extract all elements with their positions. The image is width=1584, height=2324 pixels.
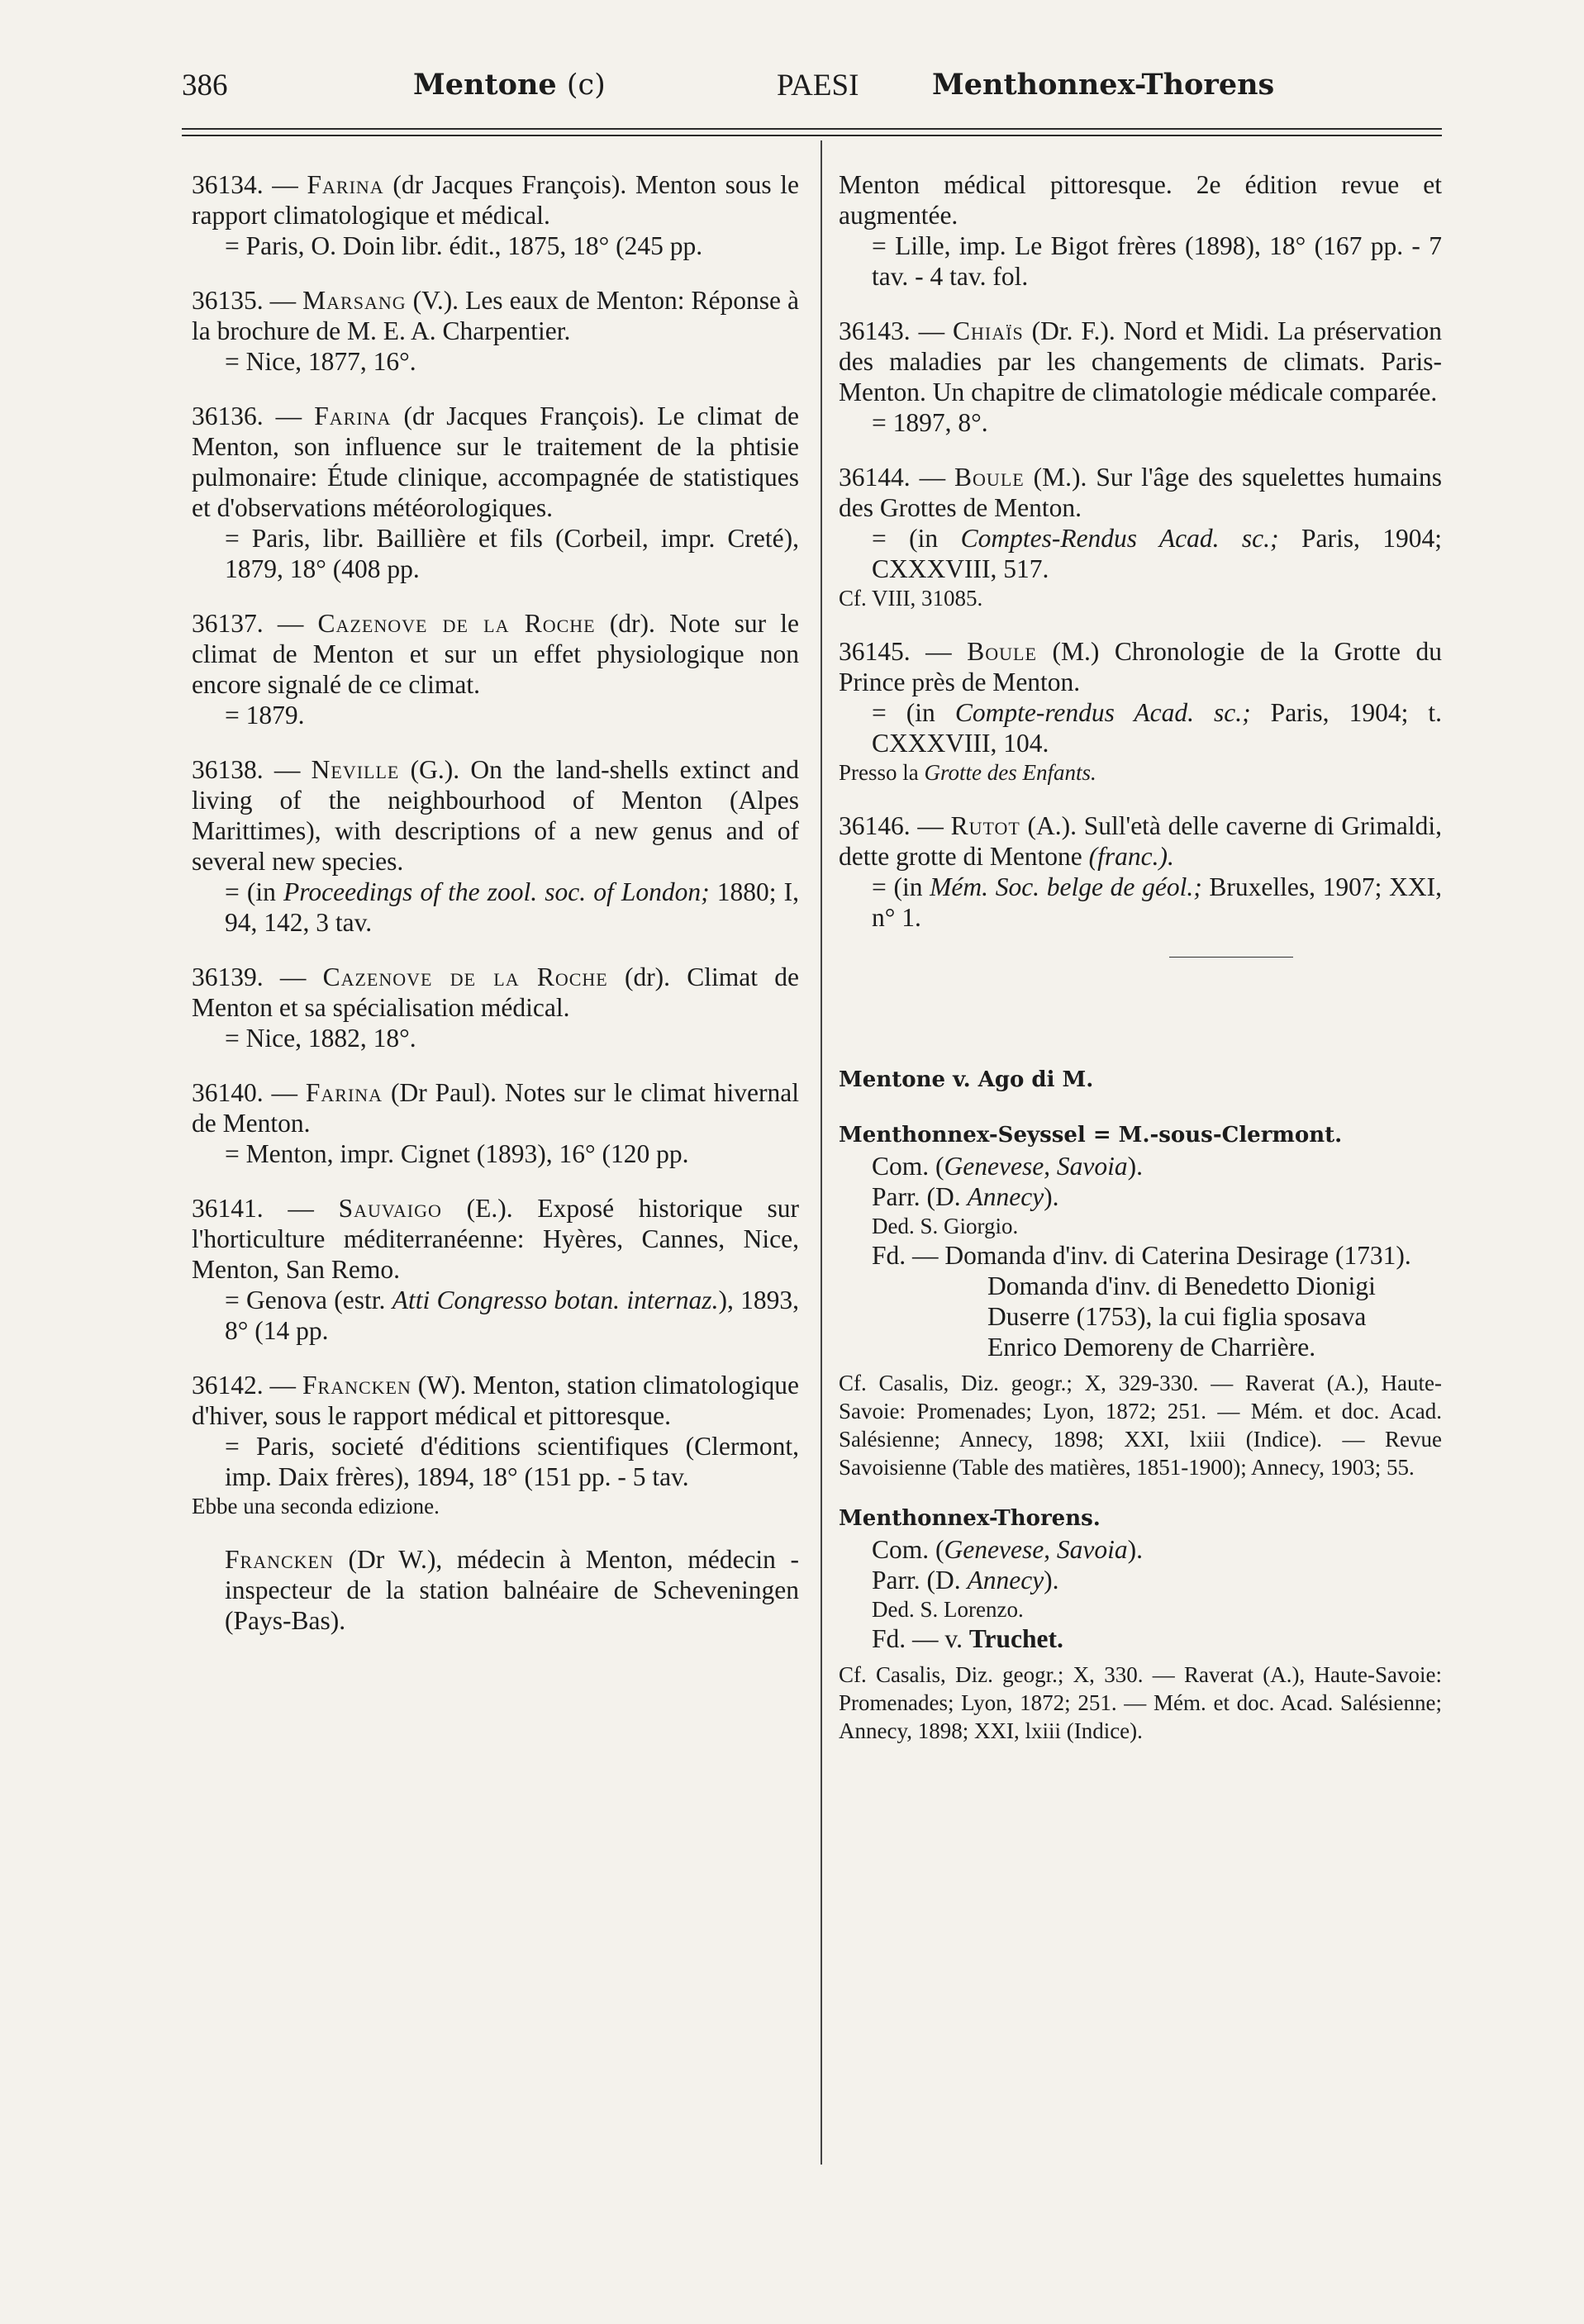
entry-author-detail: (M.). bbox=[1033, 463, 1087, 492]
entry-publication: = 1879. bbox=[225, 701, 305, 730]
entry-number: 36144. bbox=[839, 463, 911, 492]
entry-author-detail: (E.). bbox=[466, 1194, 513, 1223]
entry-author-detail: (A.). bbox=[1027, 811, 1077, 840]
com-region: Genevese, Savoia bbox=[944, 1152, 1128, 1181]
entry-number: 36142. bbox=[192, 1371, 264, 1400]
entry-36139: 36139. — Cazenove de la Roche (dr). Climat de Menton et sa spécialisation médical. = Nice, 1882, 18°. bbox=[192, 962, 800, 1053]
entry-36134: 36134. — Farina (dr Jacques François). Menton sous le rapport climatologique et médical. = Paris, O. Doin libr. édit., 1875, 18° (245 pp. bbox=[192, 170, 800, 260]
entry-title: Note sur le climat de Menton et sur un effet physiologique non encore signalé de ce climat. bbox=[192, 609, 800, 699]
seyssel-fonds-1: Fd. — Domanda d'inv. di Caterina Desirage (1731). bbox=[872, 1241, 1411, 1270]
left-title-text: Mentone bbox=[413, 68, 557, 102]
thorens-fonds bbox=[839, 1623, 1442, 1654]
entry-number: 36140. bbox=[192, 1078, 264, 1107]
thorens-parish bbox=[839, 1565, 1442, 1595]
entry-title: médecin à Menton, médecin - inspecteur de la station balnéaire de Scheveningen (Pays-Bas). bbox=[225, 1545, 799, 1635]
entry-36140: 36140. — Farina (Dr Paul). Notes sur le climat hivernal de Menton. = Menton, impr. Cignet (1893), 16° (120 pp. bbox=[192, 1078, 800, 1168]
entry-francken-bio bbox=[192, 1544, 799, 1636]
entry-36138: 36138. — Neville (G.). On the land-shells extinct and living of the neighbourhood of Menton (Alpes Marittimes), with descriptions of a new genus and of several new species. = (in Proceedings of the zool. soc. of London; 1880; I, 94, 142, 3 tav. bbox=[192, 755, 800, 937]
entry-publication: = Nice, 1877, 16°. bbox=[225, 347, 416, 376]
pub-prefix: = (in bbox=[872, 524, 939, 553]
entry-author-detail: (Dr Paul). bbox=[390, 1078, 497, 1107]
pub-detail: 1880; I, 94, 142, 3 tav. bbox=[225, 877, 799, 937]
entry-title: Menton médical pittoresque. 2e édition revue et augmentée. bbox=[839, 170, 1442, 230]
entry-author-detail: (V.). bbox=[412, 286, 459, 315]
entry-title: Sull'età delle caverne di Grimaldi, dette grotte di Mentone bbox=[839, 811, 1443, 871]
section-label: PAESI bbox=[777, 69, 859, 102]
entry-number: 36135. bbox=[192, 286, 264, 315]
seyssel-dedication: Ded. S. Giorgio. bbox=[872, 1214, 1019, 1238]
header-rule-top bbox=[182, 128, 1442, 130]
entry-publication bbox=[192, 1285, 799, 1346]
entry-title: Le climat de Menton, son influence sur le traitement de la phtisie pulmonaire: Étude clinique, accompagnée de statistiques et d'observations météorologiques. bbox=[192, 402, 800, 522]
seyssel-references: Cf. Casalis, Diz. geogr.; X, 329-330. — Raverat (A.), Haute-Savoie: Promenades; Lyon, 1872; 251. — Mém. et doc. Acad. Salésienne; Annecy, 1898; XXI, lxiii (Indice). — Revue Savoisienne (Table des matières, 1851-1900); Annecy, 1903; 55. bbox=[839, 1371, 1442, 1480]
pub-journal: Proceedings of the zool. soc. of London; bbox=[283, 877, 710, 906]
parr-diocese: Annecy bbox=[967, 1566, 1044, 1594]
left-column bbox=[192, 169, 799, 1660]
running-title-left bbox=[413, 68, 606, 102]
entry-publication: = Paris, libr. Baillière et fils (Corbeil, impr. Creté), 1879, 18° (408 pp. bbox=[225, 524, 799, 583]
entry-title: Menton sous le rapport climatologique et médical. bbox=[192, 170, 800, 230]
entry-36144: 36144. — Boule (M.). Sur l'âge des squelettes humains des Grottes de Menton. = (in Comptes-Rendus Acad. sc.; Paris, 1904; CXXXVIII, 517. Cf. VIII, 31085. bbox=[839, 463, 1443, 611]
seyssel-parish bbox=[839, 1181, 1442, 1212]
com-prefix: Com. ( bbox=[872, 1535, 944, 1564]
com-prefix: Com. ( bbox=[872, 1152, 944, 1181]
pub-prefix: = (in bbox=[872, 698, 935, 727]
section-separator bbox=[1169, 957, 1293, 958]
entry-publication: = Menton, impr. Cignet (1893), 16° (120 pp. bbox=[225, 1139, 689, 1168]
entry-36137: 36137. — Cazenove de la Roche (dr). Note sur le climat de Menton et sur un effet physiologique non encore signalé de ce climat. = 1879. bbox=[192, 609, 800, 730]
entry-number: 36146. bbox=[839, 811, 911, 840]
column-divider bbox=[821, 140, 822, 2165]
entry-author: Cazenove de la Roche bbox=[317, 609, 596, 638]
entry-title: On the land-shells extinct and living of the neighbourhood of Menton (Alpes Marittimes), with descriptions of a new genus and of several new species. bbox=[192, 755, 800, 876]
entry-number: 36138. bbox=[192, 755, 264, 784]
entry-36136: 36136. — Farina (dr Jacques François). Le climat de Menton, son influence sur le traitement de la phtisie pulmonaire: Étude clinique, accompagnée de statistiques et d'observations météorologiques. = Paris, libr. Baillière et fils (Corbeil, impr. Creté), 1879, 18° (408 pp. bbox=[192, 402, 800, 583]
entry-author: Farina bbox=[305, 1078, 383, 1107]
pub-prefix: = Genova (estr. bbox=[225, 1286, 386, 1314]
entry-author-detail: (dr Jacques François). bbox=[403, 402, 645, 430]
entry-author: Cazenove de la Roche bbox=[322, 962, 608, 991]
entry-title: Exposé historique sur l'horticulture méditerranéenne: Hyères, Cannes, Nice, Menton, San Remo. bbox=[192, 1194, 800, 1284]
pub-detail: Bruxelles, 1907; XXI, n° 1. bbox=[872, 872, 1442, 932]
pub-detail: Paris, 1904; t. CXXXVIII, 104. bbox=[872, 698, 1443, 758]
entry-author-detail: (Dr. F.). bbox=[1031, 316, 1115, 345]
pub-prefix: = (in bbox=[872, 872, 923, 901]
entry-36142-cont bbox=[839, 169, 1442, 292]
entry-note: Ebbe una seconda edizione. bbox=[192, 1494, 440, 1518]
parr-prefix: Parr. (D. bbox=[872, 1566, 961, 1594]
right-column bbox=[839, 169, 1442, 1767]
menthonnex-seyssel-section bbox=[839, 1120, 1442, 1481]
parr-suffix: ). bbox=[1044, 1182, 1059, 1211]
entry-number: 36143. bbox=[839, 316, 911, 345]
entry-number: 36139. bbox=[192, 962, 264, 991]
pub-prefix: = (in bbox=[225, 877, 276, 906]
entry-author-detail: (dr). bbox=[624, 962, 671, 991]
seyssel-title: Menthonnex-Seyssel = M.-sous-Clermont. bbox=[839, 1123, 1343, 1148]
entry-title-italic: (franc.). bbox=[1088, 842, 1174, 871]
entry-author: Francken bbox=[302, 1371, 411, 1400]
page-header bbox=[182, 68, 1421, 117]
entry-title: Menton, station climatologique d'hiver, sous le rapport médical et pittoresque. bbox=[192, 1371, 800, 1430]
entry-publication bbox=[192, 877, 799, 938]
entry-author-detail: (W). bbox=[417, 1371, 467, 1400]
entry-author: Rutot bbox=[950, 811, 1020, 840]
entry-author: Francken bbox=[225, 1545, 334, 1574]
entry-author: Marsang bbox=[302, 286, 407, 315]
seyssel-commune bbox=[839, 1151, 1442, 1181]
entry-author: Chiaïs bbox=[953, 316, 1024, 345]
entry-title: Sur l'âge des squelettes humains des Grottes de Menton. bbox=[839, 463, 1443, 522]
entry-author-detail: (Dr W.), bbox=[348, 1545, 443, 1574]
entry-title: Les eaux de Menton: Réponse à la brochure de M. E. A. Charpentier. bbox=[192, 286, 800, 345]
pub-detail: ), 1893, 8° (14 pp. bbox=[225, 1286, 799, 1345]
entry-number: 36141. bbox=[192, 1194, 264, 1223]
fd-prefix: Fd. — v. bbox=[872, 1624, 963, 1653]
entry-author-detail: (dr). bbox=[609, 609, 655, 638]
entry-note bbox=[839, 758, 1442, 787]
entry-publication: = Lille, imp. Le Bigot frères (1898), 18° (167 pp. - 7 tav. - 4 tav. fol. bbox=[872, 231, 1442, 291]
thorens-commune bbox=[839, 1534, 1442, 1565]
pub-detail: Paris, 1904; CXXXVIII, 517. bbox=[872, 524, 1442, 583]
com-suffix: ). bbox=[1127, 1152, 1144, 1181]
pub-journal: Mém. Soc. belge de géol.; bbox=[930, 872, 1202, 901]
entry-author: Farina bbox=[307, 170, 384, 199]
entry-title: Chronologie de la Grotte du Prince près de Menton. bbox=[839, 637, 1443, 696]
entry-number: 36136. bbox=[192, 402, 264, 430]
entry-36141: 36141. — Sauvaigo (E.). Exposé historique sur l'horticulture méditerranéenne: Hyères, Cannes, Nice, Menton, San Remo. = Genova (estr. Atti Congresso botan. internaz.), 1893, 8° (14 pp. bbox=[192, 1194, 800, 1345]
entry-author-detail: (G.). bbox=[410, 755, 460, 784]
header-rule-bottom bbox=[182, 135, 1442, 136]
entry-publication: = 1897, 8°. bbox=[872, 408, 988, 437]
entry-number: 36137. bbox=[192, 609, 264, 638]
entry-title: Nord et Midi. La préservation des maladies par les changements de climats. Paris-Menton. Un chapitre de climatologie médicale comparée. bbox=[839, 316, 1443, 406]
entry-publication bbox=[839, 697, 1442, 758]
com-suffix: ). bbox=[1127, 1535, 1144, 1564]
entry-author: Boule bbox=[967, 637, 1037, 666]
pub-journal: Atti Congresso botan. internaz. bbox=[392, 1286, 719, 1314]
com-region: Genevese, Savoia bbox=[944, 1535, 1128, 1564]
entry-author: Farina bbox=[314, 402, 392, 430]
fd-reference: Truchet. bbox=[968, 1624, 1063, 1653]
note-italic: Grotte des Enfants. bbox=[924, 760, 1096, 785]
entry-note: Cf. VIII, 31085. bbox=[839, 586, 983, 611]
parr-prefix: Parr. (D. bbox=[872, 1182, 961, 1211]
left-title-suffix: (c) bbox=[566, 69, 606, 102]
entry-36145: 36145. — Boule (M.) Chronologie de la Grotte du Prince près de Menton. = (in Compte-rendus Acad. sc.; Paris, 1904; t. CXXXVIII, 104. Presso la Grotte des Enfants. bbox=[839, 637, 1443, 785]
seyssel-fonds-2: Domanda d'inv. di Benedetto Dionigi Duserre (1753), la cui figlia sposava Enrico Demoreny de Charrière. bbox=[987, 1271, 1376, 1362]
entry-author: Neville bbox=[311, 755, 400, 784]
entry-publication: = Paris, O. Doin libr. édit., 1875, 18° (245 pp. bbox=[225, 231, 703, 260]
entry-36143: 36143. — Chiaïs (Dr. F.). Nord et Midi. La préservation des maladies par les changements de climats. Paris-Menton. Un chapitre de climatologie médicale comparée. = 1897, 8°. bbox=[839, 316, 1443, 437]
entry-publication bbox=[839, 523, 1442, 584]
entry-36135: 36135. — Marsang (V.). Les eaux de Menton: Réponse à la brochure de M. E. A. Charpentier. = Nice, 1877, 16°. bbox=[192, 286, 800, 376]
entry-title: Climat de Menton et sa spécialisation médical. bbox=[192, 962, 800, 1022]
entry-author: Sauvaigo bbox=[338, 1194, 442, 1223]
mentone-cross-reference: Mentone v. Ago di M. bbox=[839, 1067, 1094, 1092]
parr-suffix: ). bbox=[1044, 1566, 1059, 1594]
entry-title: Notes sur le climat hivernal de Menton. bbox=[192, 1078, 800, 1138]
thorens-title: Menthonnex-Thorens. bbox=[839, 1506, 1101, 1531]
pub-journal: Compte-rendus Acad. sc.; bbox=[954, 698, 1251, 727]
thorens-dedication: Ded. S. Lorenzo. bbox=[872, 1597, 1024, 1622]
parr-diocese: Annecy bbox=[967, 1182, 1044, 1211]
entry-36146: 36146. — Rutot (A.). Sull'età delle caverne di Grimaldi, dette grotte di Mentone (franc.). = (in Mém. Soc. belge de géol.; Bruxelles, 1907; XXI, n° 1. bbox=[839, 811, 1443, 932]
pub-journal: Comptes-Rendus Acad. sc.; bbox=[960, 524, 1279, 553]
running-title-right: Menthonnex-Thorens bbox=[932, 68, 1275, 102]
entry-author-detail: (M.) bbox=[1052, 637, 1100, 666]
entry-author-detail: (dr Jacques François). bbox=[392, 170, 627, 199]
entry-number: 36145. bbox=[839, 637, 911, 666]
thorens-references: Cf. Casalis, Diz. geogr.; X, 330. — Raverat (A.), Haute-Savoie: Promenades; Lyon, 1872; 251. — Mém. et doc. Acad. Salésienne; Annecy, 1898; XXI, lxiii (Indice). bbox=[839, 1662, 1442, 1743]
entry-36142: 36142. — Francken (W). Menton, station climatologique d'hiver, sous le rapport médical et pittoresque. = Paris, societé d'éditions scientifiques (Clermont, imp. Daix frères), 1894, 18° (151 pp. - 5 tav. Ebbe una seconda edizione. bbox=[192, 1371, 800, 1518]
entry-publication: = Nice, 1882, 18°. bbox=[225, 1024, 416, 1053]
note-prefix: Presso la bbox=[839, 760, 919, 785]
page-number: 386 bbox=[182, 69, 228, 102]
entry-author: Boule bbox=[954, 463, 1025, 492]
entry-number: 36134. bbox=[192, 170, 264, 199]
menthonnex-thorens-section bbox=[839, 1504, 1442, 1745]
entry-publication: = Paris, societé d'éditions scientifiques (Clermont, imp. Daix frères), 1894, 18° (151 pp. - 5 tav. bbox=[225, 1432, 799, 1491]
entry-publication bbox=[839, 872, 1442, 933]
